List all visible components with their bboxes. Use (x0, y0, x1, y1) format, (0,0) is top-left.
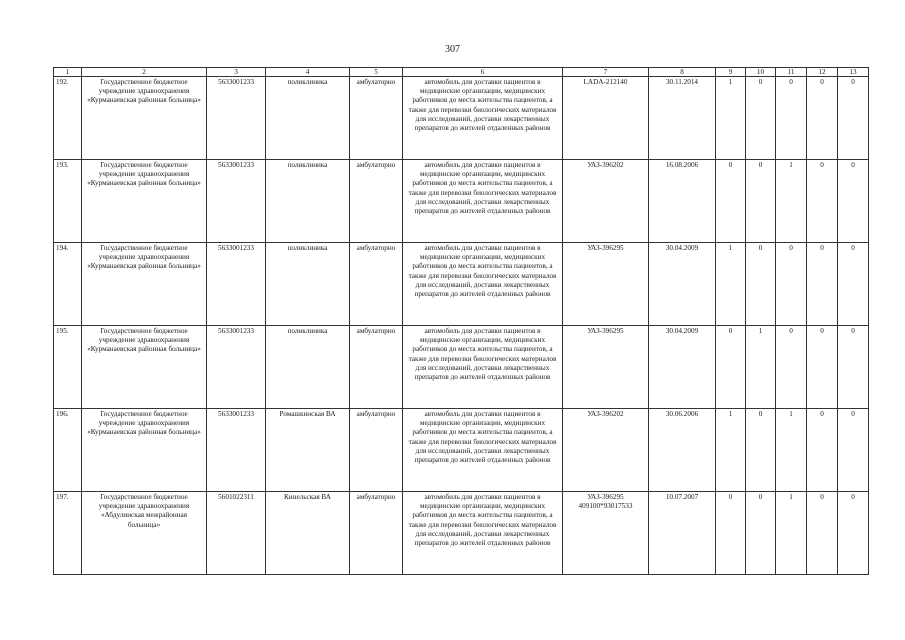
purpose-cell: автомобиль для доставки пациентов в медицинские организации, медицинских работников до места жительства пациентов, а также для перевозки биологических материалов для исследований, доставки лекарственных препаратов до жителей отдаленных районов (403, 409, 563, 492)
column-header-4: 4 (266, 68, 350, 77)
col13-cell: 0 (838, 409, 869, 492)
table-row (54, 243, 869, 326)
col11-cell: 0 (776, 326, 807, 409)
inn-cell: 5633001233 (207, 77, 266, 160)
table-row (54, 409, 869, 492)
purpose-cell: автомобиль для доставки пациентов в медицинские организации, медицинских работников до места жительства пациентов, а также для перевозки биологических материалов для исследований, доставки лекарственных препаратов до жителей отдаленных районов (403, 243, 563, 326)
column-header-3: 3 (207, 68, 266, 77)
care-type-cell: амбулаторно (350, 492, 403, 575)
column-header-10: 10 (746, 68, 776, 77)
col11-cell: 1 (776, 409, 807, 492)
institution-name: Государственное бюджетное учреждение здравоохранения «Курманаевская районная больница» (82, 160, 207, 243)
row-number: 195. (54, 326, 82, 409)
date-cell: 30.04.2009 (649, 243, 716, 326)
column-header-1: 1 (54, 68, 82, 77)
col10-cell: 0 (746, 160, 776, 243)
col9-cell: 1 (716, 243, 746, 326)
col13-cell: 0 (838, 77, 869, 160)
column-header-13: 13 (838, 68, 869, 77)
page-number: 307 (445, 44, 460, 55)
institution-name: Государственное бюджетное учреждение здравоохранения «Курманаевская районная больница» (82, 77, 207, 160)
vehicle-model-cell: УАЗ-396295 (563, 326, 649, 409)
col11-cell: 1 (776, 160, 807, 243)
col9-cell: 1 (716, 409, 746, 492)
purpose-cell: автомобиль для доставки пациентов в медицинские организации, медицинских работников до места жительства пациентов, а также для перевозки биологических материалов для исследований, доставки лекарственных препаратов до жителей отдаленных районов (403, 326, 563, 409)
inn-cell: 5633001233 (207, 243, 266, 326)
institution-name: Государственное бюджетное учреждение здравоохранения «Курманаевская районная больница» (82, 409, 207, 492)
unit-cell: Ромашкинская ВА (266, 409, 350, 492)
col12-cell: 0 (807, 243, 838, 326)
table-row (54, 160, 869, 243)
inn-cell: 5601022311 (207, 492, 266, 575)
care-type-cell: амбулаторно (350, 243, 403, 326)
inn-cell: 5633001233 (207, 326, 266, 409)
col10-cell: 1 (746, 326, 776, 409)
col13-cell: 0 (838, 326, 869, 409)
vehicle-model-cell: УАЗ-396202 (563, 160, 649, 243)
institution-name: Государственное бюджетное учреждение здравоохранения «Абдулинская межрайонная больница» (82, 492, 207, 575)
col12-cell: 0 (807, 492, 838, 575)
unit-cell: поликлиника (266, 326, 350, 409)
col10-cell: 0 (746, 492, 776, 575)
unit-cell: поликлиника (266, 243, 350, 326)
col11-cell: 0 (776, 243, 807, 326)
col11-cell: 0 (776, 77, 807, 160)
row-number: 194. (54, 243, 82, 326)
col12-cell: 0 (807, 409, 838, 492)
col13-cell: 0 (838, 160, 869, 243)
inn-cell: 5633001233 (207, 160, 266, 243)
row-number: 196. (54, 409, 82, 492)
column-header-5: 5 (350, 68, 403, 77)
vehicle-model-cell: LADA-212140 (563, 77, 649, 160)
date-cell: 30.11.2014 (649, 77, 716, 160)
col11-cell: 1 (776, 492, 807, 575)
column-header-7: 7 (563, 68, 649, 77)
col13-cell: 0 (838, 243, 869, 326)
col9-cell: 1 (716, 77, 746, 160)
care-type-cell: амбулаторно (350, 160, 403, 243)
date-cell: 30.06.2006 (649, 409, 716, 492)
col10-cell: 0 (746, 77, 776, 160)
column-header-6: 6 (403, 68, 563, 77)
column-header-8: 8 (649, 68, 716, 77)
table-body (54, 77, 869, 575)
vehicle-register-table (53, 67, 869, 575)
row-number: 197. (54, 492, 82, 575)
table-row (54, 77, 869, 160)
unit-cell: поликлиника (266, 160, 350, 243)
vehicle-model-cell: УАЗ-396202 (563, 409, 649, 492)
vehicle-model-cell: УАЗ-396295 (563, 243, 649, 326)
col9-cell: 0 (716, 160, 746, 243)
purpose-cell: автомобиль для доставки пациентов в медицинские организации, медицинских работников до места жительства пациентов, а также для перевозки биологических материалов для исследований, доставки лекарственных препаратов до жителей отдаленных районов (403, 160, 563, 243)
column-header-12: 12 (807, 68, 838, 77)
care-type-cell: амбулаторно (350, 326, 403, 409)
care-type-cell: амбулаторно (350, 77, 403, 160)
institution-name: Государственное бюджетное учреждение здравоохранения «Курманаевская районная больница» (82, 326, 207, 409)
date-cell: 30.04.2009 (649, 326, 716, 409)
col9-cell: 0 (716, 492, 746, 575)
col10-cell: 0 (746, 243, 776, 326)
col12-cell: 0 (807, 77, 838, 160)
purpose-cell: автомобиль для доставки пациентов в медицинские организации, медицинских работников до места жительства пациентов, а также для перевозки биологических материалов для исследований, доставки лекарственных препаратов до жителей отдаленных районов (403, 492, 563, 575)
institution-name: Государственное бюджетное учреждение здравоохранения «Курманаевская районная больница» (82, 243, 207, 326)
column-header-11: 11 (776, 68, 807, 77)
care-type-cell: амбулаторно (350, 409, 403, 492)
column-header-9: 9 (716, 68, 746, 77)
unit-cell: Кинельская ВА (266, 492, 350, 575)
row-number: 192. (54, 77, 82, 160)
col12-cell: 0 (807, 160, 838, 243)
inn-cell: 5633001233 (207, 409, 266, 492)
column-header-2: 2 (82, 68, 207, 77)
table-row (54, 326, 869, 409)
col13-cell: 0 (838, 492, 869, 575)
unit-cell: поликлиника (266, 77, 350, 160)
col10-cell: 0 (746, 409, 776, 492)
table-row (54, 492, 869, 575)
date-cell: 10.07.2007 (649, 492, 716, 575)
date-cell: 16.08.2006 (649, 160, 716, 243)
purpose-cell: автомобиль для доставки пациентов в медицинские организации, медицинских работников до места жительства пациентов, а также для перевозки биологических материалов для исследований, доставки лекарственных препаратов до жителей отдаленных районов (403, 77, 563, 160)
col12-cell: 0 (807, 326, 838, 409)
vehicle-model-cell: УАЗ-396295 409100*93017533 (563, 492, 649, 575)
row-number: 193. (54, 160, 82, 243)
col9-cell: 0 (716, 326, 746, 409)
header-row (54, 68, 869, 77)
